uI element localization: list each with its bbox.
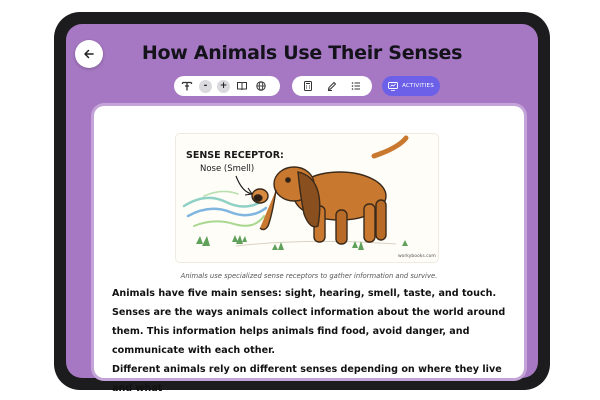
zoom-out-button[interactable]: - — [199, 80, 212, 93]
zoom-in-button[interactable]: + — [217, 80, 230, 93]
list-button[interactable] — [349, 79, 363, 93]
highlighter-button[interactable] — [325, 79, 339, 93]
tablet-frame — [54, 12, 550, 394]
app-screen — [66, 24, 538, 394]
globe-icon — [255, 80, 267, 92]
image-caption: Animals use specialized sense receptors to gather information and survive. — [180, 272, 438, 280]
reading-toolbar — [174, 76, 280, 96]
calculator-icon — [302, 80, 314, 92]
text-size-button[interactable] — [180, 79, 194, 93]
pointer-arrow-icon — [236, 176, 252, 195]
page-title: How Animals Use Their Senses — [141, 42, 463, 64]
language-button[interactable] — [254, 79, 268, 93]
arrow-left-icon — [83, 48, 95, 60]
paragraph-2: Different animals rely on different senses depending on where they live and what — [112, 364, 502, 394]
activities-label: ACTIVITIES — [402, 83, 434, 89]
reading-card — [94, 106, 524, 394]
paragraph-1: Animals have five main senses: sight, hearing, smell, taste, and touch. Senses are the ways animals collect information about the world around them. This information helps animals find food, avoid danger, and communicate with each other. — [112, 288, 506, 356]
pen-icon — [326, 80, 338, 92]
activities-button[interactable] — [382, 76, 440, 96]
sense-receptor-heading: SENSE RECEPTOR: — [186, 150, 284, 161]
reading-passage — [112, 284, 506, 398]
text-size-icon — [181, 80, 193, 92]
tools-toolbar — [292, 76, 372, 96]
list-icon — [350, 80, 362, 92]
dog-illustration — [176, 134, 438, 262]
calculator-button[interactable] — [301, 79, 315, 93]
watermark-text: workybooks.com — [398, 254, 436, 259]
sense-receptor-label: Nose (Smell) — [200, 164, 255, 174]
book-icon — [236, 80, 248, 92]
presentation-icon — [388, 82, 398, 91]
back-button[interactable] — [75, 40, 103, 68]
book-button[interactable] — [235, 79, 249, 93]
